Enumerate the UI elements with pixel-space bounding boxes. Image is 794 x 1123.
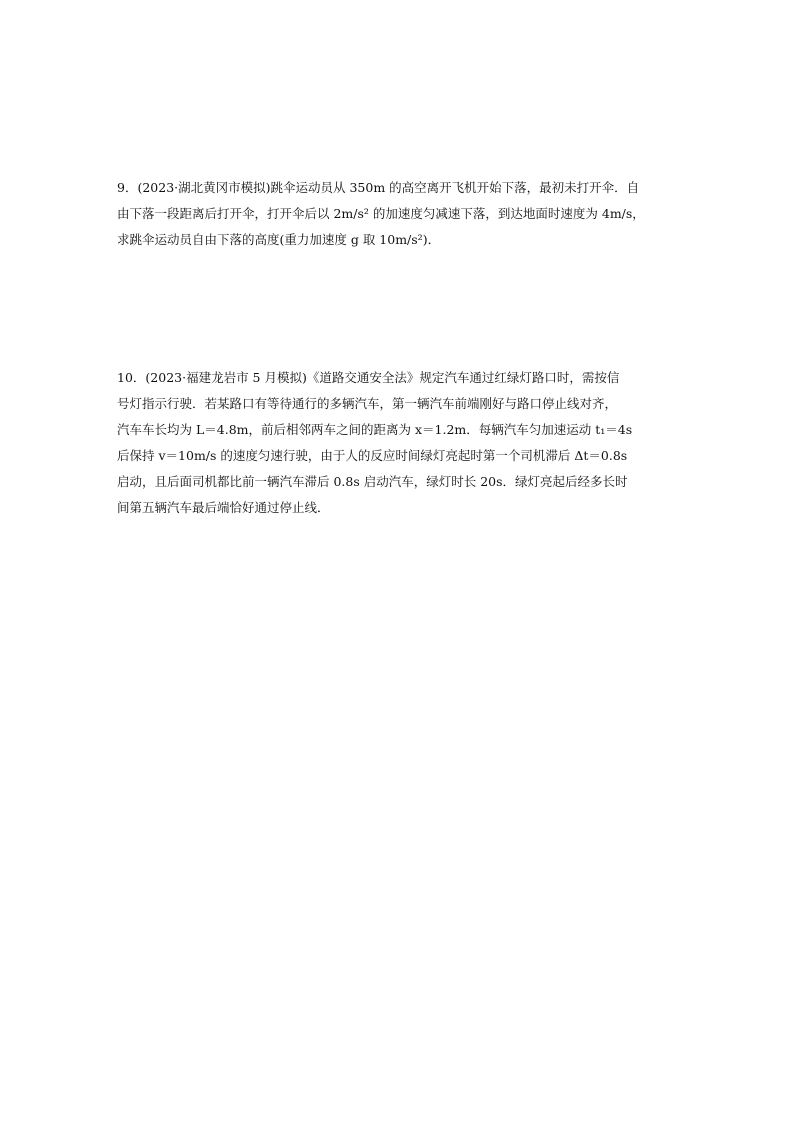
problem-10-line-5: 启动，且后面司机都比前一辆汽车滞后 0.8s 启动汽车，绿灯时长 20s．绿灯亮起后经多长时 xyxy=(117,474,628,489)
problem-10-line-3: 汽车车长均为 L＝4.8m，前后相邻两车之间的距离为 x＝1.2m．每辆汽车匀加速运动 t₁＝4s xyxy=(117,422,633,437)
problem-10-line-2: 号灯指示行驶．若某路口有等待通行的多辆汽车，第一辆汽车前端刚好与路口停止线对齐， xyxy=(117,396,618,411)
problem-10 xyxy=(117,365,679,521)
problem-10-line-1: 10．(2023·福建龙岩市 5 月模拟)《道路交通安全法》规定汽车通过红绿灯路口时，需按信 xyxy=(117,370,620,385)
problem-10-line-4: 后保持 v＝10m/s 的速度匀速行驶，由于人的反应时间绿灯亮起时第一个司机滞后 Δt＝0.8s xyxy=(117,448,628,463)
problem-9-line-1: 9．(2023·湖北黄冈市模拟)跳伞运动员从 350m 的高空离开飞机开始下落，最初未打开伞．自 xyxy=(117,180,640,195)
problem-9-line-2: 由下落一段距离后打开伞，打开伞后以 2m/s² 的加速度匀减速下落，到达地面时速度为 4m/s， xyxy=(117,206,645,221)
problem-10-line-6: 间第五辆汽车最后端恰好通过停止线． xyxy=(117,500,330,515)
problem-9-line-3: 求跳伞运动员自由下落的高度(重力加速度 g 取 10m/s²)． xyxy=(117,232,441,247)
problem-9 xyxy=(117,175,679,253)
